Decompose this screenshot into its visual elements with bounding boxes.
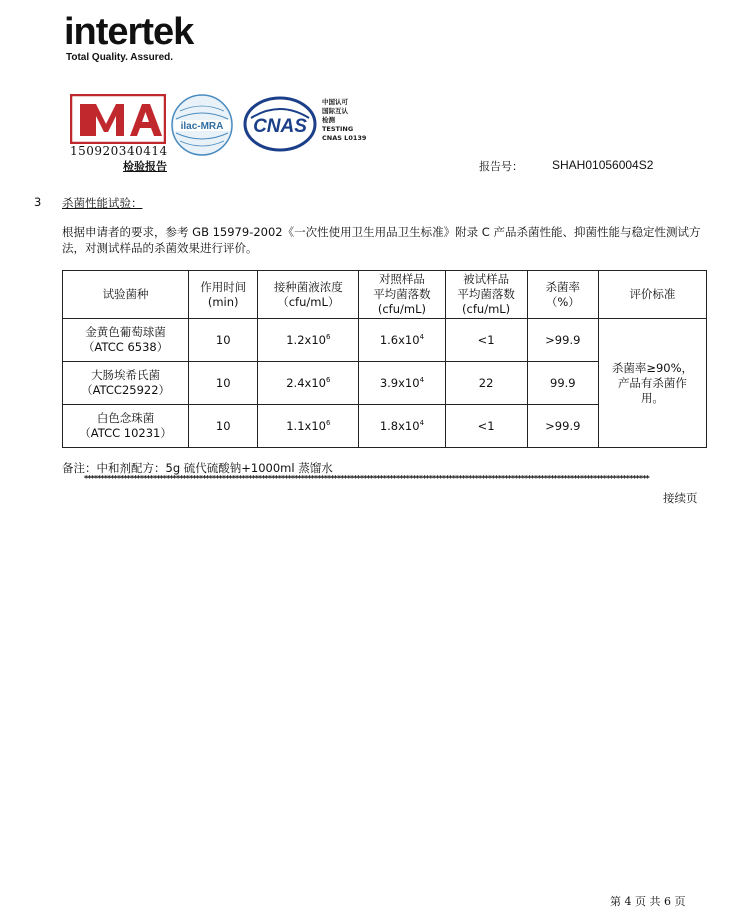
asterisk-separator: **************************************************************************************************************************************************************************** <box>84 474 649 483</box>
header-organism: 试验菌种 <box>63 271 189 319</box>
cnas-logo <box>243 96 317 152</box>
bactericidal-results-table <box>62 270 707 448</box>
concentration-cell: $1.1x10^6$ <box>258 405 359 448</box>
concentration-cell: $2.4x10^6$ <box>258 362 359 405</box>
report-title: 检验报告 <box>123 160 167 173</box>
intertek-logo: intertek <box>64 11 194 53</box>
header-concentration: 接种菌液浓度 （cfu/mL） <box>258 271 359 319</box>
page-number-footer: 第 4 页 共 6 页 <box>610 895 686 908</box>
cma-mark-logo <box>70 94 166 144</box>
control-count-cell: $1.8x10^4$ <box>359 405 445 448</box>
time-cell: 10 <box>189 319 258 362</box>
header-kill-rate: 杀菌率 （%） <box>527 271 598 319</box>
kill-rate-cell: >99.9 <box>527 405 598 448</box>
table-header-row <box>63 271 707 319</box>
organism-cell: 金黄色葡萄球菌 （ATCC 6538） <box>63 319 189 362</box>
svg-text:ilac-MRA: ilac-MRA <box>180 121 224 132</box>
header-control-sample: 对照样品 平均菌落数 (cfu/mL) <box>359 271 445 319</box>
logo-tagline: Total Quality. Assured. <box>66 52 174 63</box>
time-cell: 10 <box>189 405 258 448</box>
test-count-cell: <1 <box>445 319 527 362</box>
section-title: 杀菌性能试验： <box>62 196 143 210</box>
table-row <box>63 319 707 362</box>
neutralizer-note: 备注：中和剂配方：5g 硫代硫酸钠+1000ml 蒸馏水 <box>62 461 333 475</box>
test-count-cell: <1 <box>445 405 527 448</box>
cnas-accreditation-text: 中国认可 国际互认 检测 TESTING CNAS L0139 <box>322 98 367 142</box>
report-number: SHAH01056004S2 <box>552 158 654 172</box>
organism-cell: 白色念珠菌 （ATCC 10231） <box>63 405 189 448</box>
header-time: 作用时间 (min) <box>189 271 258 319</box>
cma-certificate-number: 150920340414 <box>70 144 168 158</box>
continued-label: 接续页 <box>663 491 698 505</box>
criteria-cell: 杀菌率≥90%，产品有杀菌作用。 <box>598 319 706 448</box>
svg-text:CNAS: CNAS <box>253 116 307 137</box>
kill-rate-cell: >99.9 <box>527 319 598 362</box>
control-count-cell: $3.9x10^4$ <box>359 362 445 405</box>
section-intro-paragraph: 根据申请者的要求，参考 GB 15979-2002《一次性使用卫生用品卫生标准》附录 C 产品杀菌性能、抑菌性能与稳定性测试方法，对测试样品的杀菌效果进行评价。 <box>62 225 701 255</box>
header-criteria: 评价标准 <box>598 271 706 319</box>
time-cell: 10 <box>189 362 258 405</box>
report-number-label: 报告号： <box>479 160 523 173</box>
control-count-cell: $1.6x10^4$ <box>359 319 445 362</box>
ilac-mra-logo <box>170 93 234 157</box>
organism-cell: 大肠埃希氏菌 （ATCC25922） <box>63 362 189 405</box>
test-count-cell: 22 <box>445 362 527 405</box>
concentration-cell: $1.2x10^6$ <box>258 319 359 362</box>
header-test-sample: 被试样品 平均菌落数 (cfu/mL) <box>445 271 527 319</box>
section-number: 3 <box>34 195 42 209</box>
kill-rate-cell: 99.9 <box>527 362 598 405</box>
